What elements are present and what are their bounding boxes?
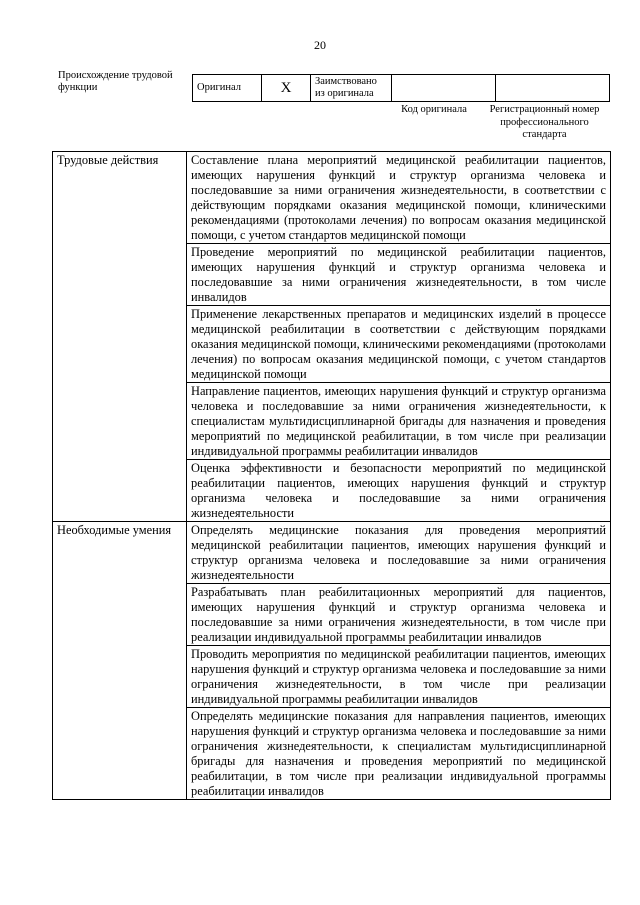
original-mark: X bbox=[262, 75, 311, 102]
page-number: 20 bbox=[314, 38, 326, 52]
required-skill-item: Проводить мероприятия по медицинской реабилитации пациентов, имеющих нарушения функций и структур организма человека и последовавшие за ними ограничения жизнедеятельности, в том числе при реализации индивидуальной программы реабилитации инвалидов bbox=[187, 646, 611, 708]
registration-number-cell bbox=[496, 75, 610, 102]
labor-function-table bbox=[52, 151, 611, 800]
borrowed-cell: Заимствовано из оригинала bbox=[311, 75, 392, 102]
original-code-caption: Код оригинала bbox=[401, 104, 467, 115]
origin-table bbox=[192, 74, 610, 102]
section-label-required-skills: Необходимые умения bbox=[53, 522, 187, 800]
labor-action-item: Применение лекарственных препаратов и медицинских изделий в процессе медицинской реабилитации в соответствии с действующим порядками оказания медицинской помощи, клиническими рекомендациями (протоколами лечения) по вопросам оказания медицинской помощи, с учетом стандартов медицинской помощи bbox=[187, 306, 611, 383]
table-row bbox=[53, 522, 611, 584]
required-skill-item: Определять медицинские показания для направления пациентов, имеющих нарушения функций и структур организма человека и последовавшие за ними ограничения жизнедеятельности, к специалистам мультидисциплинарной бригады для назначения и проведения мероприятий по медицинской реабилитации, в том числе при реализации индивидуальной программы реабилитации инвалидов bbox=[187, 708, 611, 800]
original-cell: Оригинал bbox=[193, 75, 262, 102]
labor-action-item: Оценка эффективности и безопасности мероприятий по медицинской реабилитации пациентов, имеющих нарушения функций и структур организма человека и последовавшие за ними ограничения жизнедеятельности bbox=[187, 460, 611, 522]
table-row bbox=[53, 152, 611, 244]
labor-action-item: Направление пациентов, имеющих нарушения функций и структур организма человека и последовавшие за ними ограничения жизнедеятельности, к специалистам мультидисциплинарной бригады для назначения и проведения мероприятий по медицинской реабилитации, в том числе при реализации индивидуальной программы реабилитации инвалидов bbox=[187, 383, 611, 460]
original-code-cell bbox=[392, 75, 496, 102]
labor-action-item: Составление плана мероприятий медицинской реабилитации пациентов, имеющих нарушения функций и структур организма человека и последовавшие за ними ограничения жизнедеятельности, в соответствии с действующим порядками оказания медицинской помощи, клиническими рекомендациями (протоколами лечения) по вопросам оказания медицинской помощи, с учетом стандартов медицинской помощи bbox=[187, 152, 611, 244]
required-skill-item: Разрабатывать план реабилитационных мероприятий для пациентов, имеющих нарушения функций и структур организма человека и последовавшие за ними ограничения жизнедеятельности, в том числе при реализации индивидуальной программы реабилитации инвалидов bbox=[187, 584, 611, 646]
section-label-labor-actions: Трудовые действия bbox=[53, 152, 187, 522]
origin-label: Происхождение трудовой функции bbox=[58, 70, 173, 93]
required-skill-item: Определять медицинские показания для проведения мероприятий медицинской реабилитации пациентов, имеющих нарушения функций и структур организма человека и последовавшие за ними ограничения жизнедеятельности bbox=[187, 522, 611, 584]
labor-action-item: Проведение мероприятий по медицинской реабилитации пациентов, имеющих нарушения функций и структур организма человека и последовавшие за ними ограничения жизнедеятельности, в том числе инвалидов bbox=[187, 244, 611, 306]
registration-number-caption: Регистрационный номер профессионального стандарта bbox=[489, 104, 600, 140]
